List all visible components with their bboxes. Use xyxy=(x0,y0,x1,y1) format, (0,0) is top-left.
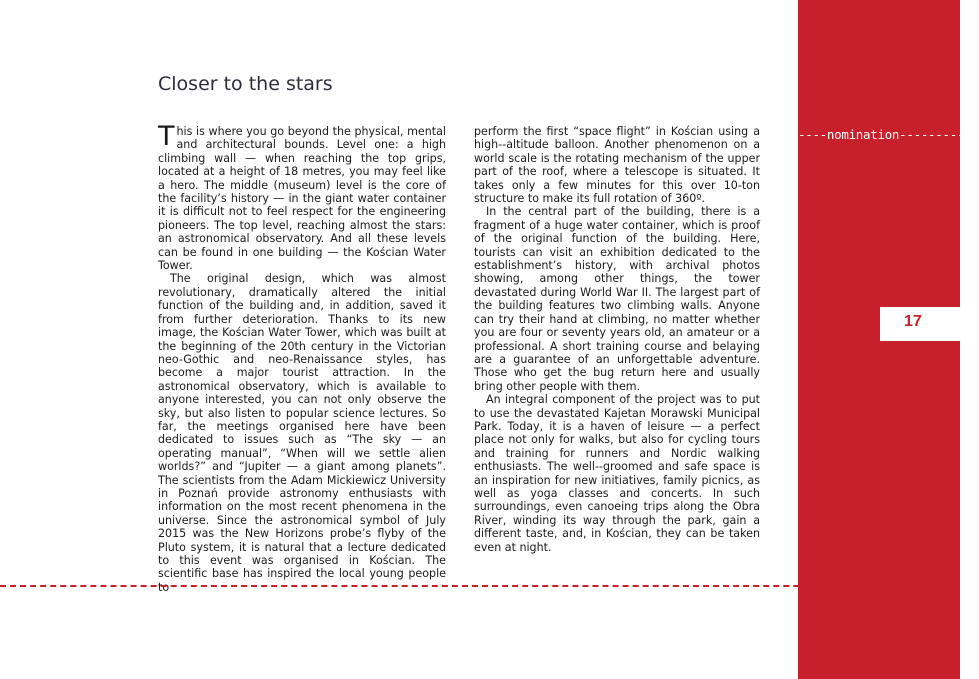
paragraph-central-part: In the central part of the building, there is a fragment of a huge water container, which is proof of the original function of the building. Here, tourists can visit an exhibition dedicated to the establishment’s history, with archival photos showing, among other things, the tower devastated during World War II. The largest part of the building features two climbing walls. Anyone can try their hand at climbing, no matter whether you are four or seventy years old, an amateur or a professional. A short training course and belaying are a guarantee of an unforgettable adventure. Those who get the bug return here and usually bring other people with them. xyxy=(474,205,760,393)
paragraph-design: The original design, which was almost revolutionary, dramatically altered the initial function of the building and, in addition, saved it from further deterioration. Thanks to its new image, the Kościan Water Tower, which was built at the beginning of the 20th century in the Victorian neo-Gothic and neo-Renaissance styles, has become a major tourist attraction. In the astronomical observatory, which is available to anyone interested, you can not only observe the sky, but also listen to popular science lectures. So far, the meetings organised here have been dedicated to issues such as “The sky — an operating manual”, “When will we settle alien worlds?” and “Jupiter — a giant among planets”. The scientists from the Adam Mickiewicz University in Poznań provide astronomy enthusiasts with information on the most recent phenomena in the universe. Since the astronomical symbol of July 2015 was the New Horizons probe’s flyby of the Pluto system, it is natural that a lecture dedicated to this event was organised in Kościan. The scientific base has inspired the local young people to xyxy=(158,272,446,594)
paragraph-park: An integral component of the project was to put to use the devastated Kajetan Morawski Municipal Park. Today, it is a haven of leisure — a perfect place not only for walks, but also for cycling tours and training for runners and Nordic walking enthusiasts. The well--groomed and safe space is an inspiration for new initiatives, family picnics, as well as yoga classes and concerts. In such surroundings, even canoeing trips along the Obra River, winding its way through the park, gain a different taste, and, in Kościan, they can be taken even at night. xyxy=(474,393,760,554)
paragraph-intro xyxy=(158,121,446,273)
page-title: Closer to the stars xyxy=(158,72,333,95)
text-column-left xyxy=(158,121,446,594)
paragraph-balloon: perform the first “space flight” in Kościan using a high--altitude balloon. Another phenomenon on a world scale is the rotating mechanism of the upper part of the roof, where a telescope is situated. It takes only a few minutes for this over 10-ton structure to make its full rotation of 360º. xyxy=(474,125,760,206)
dashed-divider xyxy=(0,585,960,587)
text-column-right xyxy=(474,125,760,554)
page-number: 17 xyxy=(904,313,922,330)
nomination-label: ----nomination----------- xyxy=(798,127,979,142)
drop-cap: T xyxy=(158,121,175,152)
paragraph-intro-text: his is where you go beyond the physical, mental and architectural bounds. Level one: a high climbing wall — when reaching the top grips, located at a height of 18 metres, you may feel like a hero. The middle (museum) level is the core of the facility’s history — in the giant water container it is difficult not to feel respect for the engineering pioneers. The top level, reaching almost the stars: an astronomical observatory. And all these levels can be found in one building — the Kościan Water Tower. xyxy=(158,125,446,273)
